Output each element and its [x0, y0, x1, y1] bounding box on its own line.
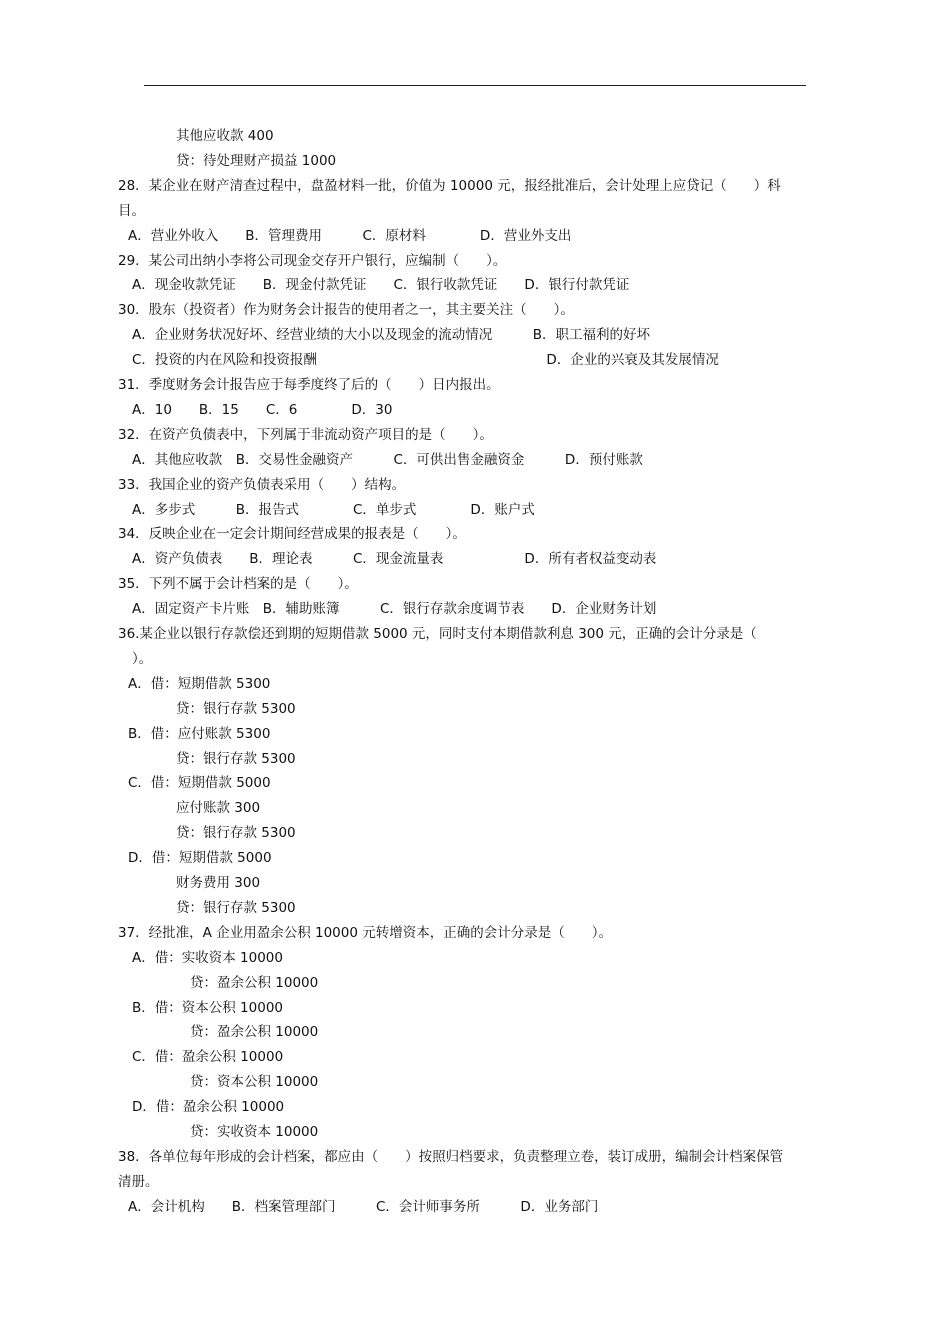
text-line: 贷：银行存款 5300 [176, 700, 296, 717]
text-line: 34．反映企业在一定会计期间经营成果的报表是（ ）。 [118, 526, 466, 543]
text-line: 37．经批准，A 企业用盈余公积 10000 元转增资本，正确的会计分录是（ ）。 [118, 924, 612, 941]
text-line: C．借：盈余公积 10000 [132, 1049, 284, 1066]
text-line: A．借：短期借款 5300 [128, 675, 271, 692]
text-line: 贷：待处理财产损益 1000 [176, 152, 337, 169]
text-line: B．借：应付账款 5300 [128, 725, 271, 742]
text-line: 31．季度财务会计报告应于每季度终了后的（ ）日内报出。 [118, 377, 500, 393]
text-line: 贷：资本公积 10000 [190, 1074, 319, 1091]
text-line: 目。 [118, 202, 145, 219]
text-line: 贷：盈余公积 10000 [190, 974, 319, 991]
text-line: 29．某公司出纳小李将公司现金交存开户银行，应编制（ ）。 [118, 252, 507, 269]
text-line: 35．下列不属于会计档案的是（ ）。 [118, 576, 358, 593]
text-line: 36.某企业以银行存款偿还到期的短期借款 5000 元，同时支付本期借款利息 300 元，正确的会计分录是（ [118, 626, 757, 642]
text-line: 应付账款 300 [176, 800, 261, 817]
text-line: 清册。 [118, 1173, 159, 1190]
text-line: A．固定资产卡片账 B．辅助账簿 C．银行存款余度调节表 D．企业财务计划 [132, 601, 657, 618]
text-line: B．借：资本公积 10000 [132, 999, 283, 1016]
text-line: D．借：短期借款 5000 [128, 850, 272, 867]
text-line: A．现金收款凭证 B．现金付款凭证 C．银行收款凭证 D．银行付款凭证 [132, 277, 630, 294]
text-line: A．多步式 B．报告式 C．单步式 D．账户式 [132, 501, 535, 518]
text-line: 32．在资产负债表中，下列属于非流动资产项目的是（ ）。 [118, 426, 493, 443]
text-line: 贷：银行存款 5300 [176, 899, 296, 916]
text-line: 贷：盈余公积 10000 [190, 1024, 319, 1041]
text-line: C．借：短期借款 5000 [128, 775, 271, 792]
text-line: A．会计机构 B．档案管理部门 C．会计师事务所 D．业务部门 [128, 1198, 599, 1215]
text-line: 33．我国企业的资产负债表采用（ ）结构。 [118, 476, 406, 493]
text-line: C．投资的内在风险和投资报酬 D．企业的兴衰及其发展情况 [132, 352, 719, 369]
text-line: A．企业财务状况好坏、经营业绩的大小以及现金的流动情况 B．职工福利的好坏 [132, 327, 650, 344]
text-line: A．10 B．15 C．6 D．30 [132, 401, 393, 418]
text-line: D．借：盈余公积 10000 [132, 1099, 285, 1116]
text-line: 贷：银行存款 5300 [176, 750, 296, 767]
header-rule [144, 85, 806, 86]
text-line: 贷：实收资本 10000 [190, 1124, 319, 1140]
text-line: A．资产负债表 B．理论表 C．现金流量表 D．所有者权益变动表 [132, 551, 657, 568]
text-line: 28．某企业在财产清查过程中，盘盈材料一批，价值为 10000 元，报经批准后，会计处理上应贷记（ ）科 [118, 177, 781, 194]
text-line: ）。 [132, 650, 153, 667]
text-line: 其他应收款 400 [176, 128, 274, 144]
text-line: 38．各单位每年形成的会计档案，都应由（ ）按照归档要求，负责整理立卷，装订成册，编制会计档案保管 [118, 1148, 784, 1165]
text-line: 30．股东（投资者）作为财务会计报告的使用者之一，其主要关注（ ）。 [118, 302, 574, 319]
text-line: A．借：实收资本 10000 [132, 949, 283, 966]
text-line: 贷：银行存款 5300 [176, 825, 296, 842]
text-line: A．其他应收款 B．交易性金融资产 C．可供出售金融资金 D．预付账款 [132, 451, 643, 468]
text-line: 财务费用 300 [176, 875, 261, 891]
text-line: A．营业外收入 B．管理费用 C．原材料 D．营业外支出 [128, 227, 572, 244]
